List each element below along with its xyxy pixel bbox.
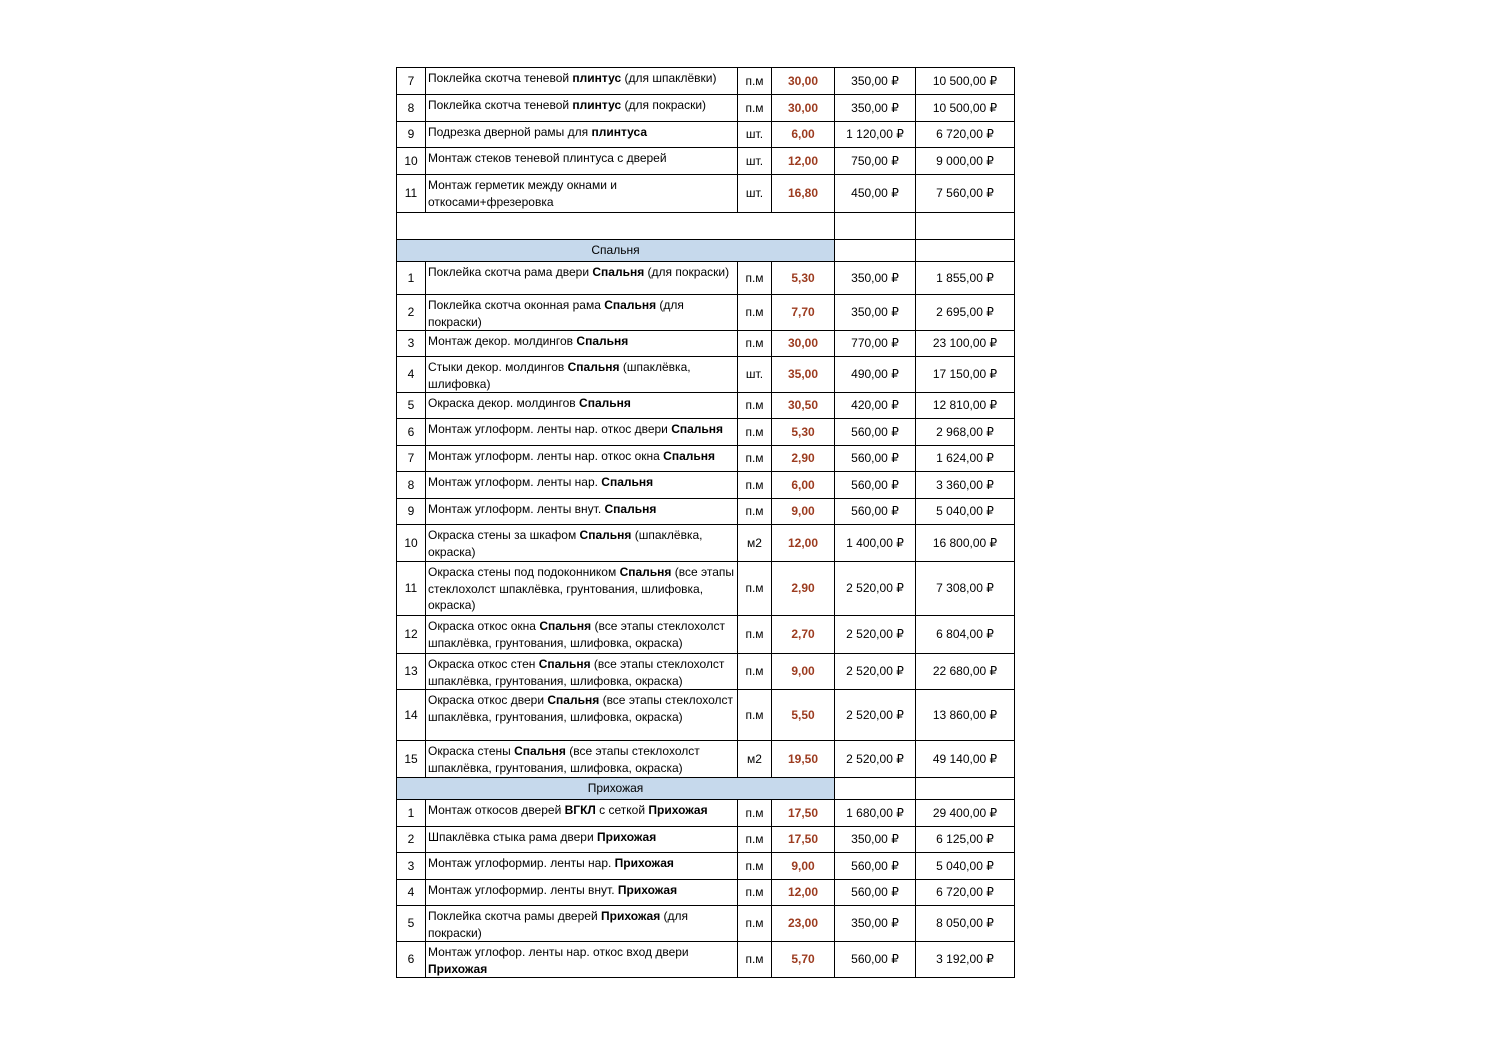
row-quantity: 30,00	[772, 95, 835, 122]
row-unit: шт.	[738, 357, 772, 393]
section-header-row	[397, 778, 1015, 800]
description-bold-part: Прихожая	[597, 830, 657, 844]
row-price: 560,00 ₽	[835, 880, 916, 906]
row-description	[426, 525, 738, 562]
row-number: 11	[397, 562, 426, 616]
description-bold-part: Прихожая	[601, 909, 661, 923]
row-unit: п.м	[738, 331, 772, 357]
description-bold-part: Спальня	[514, 744, 566, 758]
row-price: 1 680,00 ₽	[835, 800, 916, 827]
table-row	[397, 419, 1015, 446]
row-description	[426, 942, 738, 978]
description-bold-part: Спальня	[619, 565, 672, 579]
row-price: 350,00 ₽	[835, 68, 916, 95]
description-part: (все этапы стеклохолст шпаклёвка, грунтования, шлифовка, окраска)	[428, 619, 725, 650]
row-quantity: 30,00	[772, 331, 835, 357]
row-quantity: 30,50	[772, 393, 835, 419]
row-unit: п.м	[738, 95, 772, 122]
row-total: 17 150,00 ₽	[916, 357, 1015, 393]
description-part: (для шпаклёвки)	[621, 71, 717, 85]
row-number: 4	[397, 880, 426, 906]
row-unit: м2	[738, 525, 772, 562]
description-bold-part: Спальня	[576, 334, 629, 348]
row-price: 350,00 ₽	[835, 906, 916, 942]
row-unit: п.м	[738, 690, 772, 741]
blank-row	[397, 213, 1015, 240]
row-number: 6	[397, 942, 426, 978]
table-row	[397, 295, 1015, 331]
table-row	[397, 499, 1015, 525]
description-bold-part: Спальня	[579, 396, 631, 410]
section-empty-cell	[916, 240, 1015, 262]
row-description	[426, 393, 738, 419]
table-row	[397, 827, 1015, 853]
row-quantity: 16,80	[772, 175, 835, 213]
row-quantity: 7,70	[772, 295, 835, 331]
row-price: 2 520,00 ₽	[835, 616, 916, 654]
description-bold-part: Прихожая	[614, 856, 674, 870]
row-total: 5 040,00 ₽	[916, 499, 1015, 525]
row-number: 10	[397, 148, 426, 175]
row-description	[426, 690, 738, 741]
row-unit: п.м	[738, 800, 772, 827]
table-row	[397, 148, 1015, 175]
row-number: 8	[397, 472, 426, 499]
row-description	[426, 295, 738, 331]
row-price: 450,00 ₽	[835, 175, 916, 213]
table-row	[397, 95, 1015, 122]
table-row	[397, 942, 1015, 978]
row-total: 2 968,00 ₽	[916, 419, 1015, 446]
row-quantity: 5,30	[772, 419, 835, 446]
row-description	[426, 800, 738, 827]
table-row	[397, 616, 1015, 654]
description-bold-part: Спальня	[671, 422, 724, 436]
row-quantity: 12,00	[772, 880, 835, 906]
description-bold-part: Спальня	[538, 657, 591, 671]
row-number: 9	[397, 122, 426, 148]
row-price: 560,00 ₽	[835, 942, 916, 978]
row-price: 490,00 ₽	[835, 357, 916, 393]
description-part: Монтаж декор. молдингов	[428, 334, 577, 348]
row-total: 10 500,00 ₽	[916, 68, 1015, 95]
row-unit: м2	[738, 741, 772, 778]
row-price: 350,00 ₽	[835, 295, 916, 331]
description-part: с сеткой	[595, 803, 649, 817]
row-unit: п.м	[738, 942, 772, 978]
row-description	[426, 175, 738, 213]
row-price: 560,00 ₽	[835, 853, 916, 880]
description-part: Стыки декор. молдингов	[428, 360, 568, 374]
description-part: Окраска откос окна	[428, 619, 540, 633]
row-total: 9 000,00 ₽	[916, 148, 1015, 175]
row-description	[426, 419, 738, 446]
description-part: Монтаж стеков теневой плинтуса с дверей	[428, 151, 667, 165]
description-bold-part: Спальня	[592, 265, 645, 279]
description-part: Поклейка скотча рамы дверей	[428, 909, 601, 923]
row-quantity: 17,50	[772, 827, 835, 853]
description-bold-part: Спальня	[539, 619, 592, 633]
row-number: 11	[397, 175, 426, 213]
estimate-table-body	[397, 68, 1015, 978]
row-unit: п.м	[738, 499, 772, 525]
row-number: 2	[397, 295, 426, 331]
table-row	[397, 357, 1015, 393]
row-description	[426, 562, 738, 616]
description-bold-part: Прихожая	[617, 883, 678, 897]
description-part: Монтаж углоформ. ленты нар. откос окна	[428, 449, 664, 463]
description-part: Монтаж герметик между окнами и откосами+фрезеровка	[428, 178, 617, 209]
description-part: (все этапы стеклохолст шпаклёвка, грунтования, шлифовка, окраска)	[428, 744, 700, 775]
row-unit: п.м	[738, 446, 772, 472]
table-row	[397, 525, 1015, 562]
description-part: Подрезка дверной рамы для	[428, 125, 592, 139]
row-number: 2	[397, 827, 426, 853]
description-part: Окраска стены за шкафом	[428, 528, 580, 542]
description-bold-part: плинтус	[572, 71, 622, 85]
row-quantity: 17,50	[772, 800, 835, 827]
row-total: 1 624,00 ₽	[916, 446, 1015, 472]
description-part: Окраска откос двери	[428, 693, 548, 707]
row-unit: шт.	[738, 122, 772, 148]
description-part: Поклейка скотча теневой	[428, 98, 573, 112]
row-quantity: 9,00	[772, 853, 835, 880]
row-unit: п.м	[738, 853, 772, 880]
row-quantity: 6,00	[772, 122, 835, 148]
row-total: 29 400,00 ₽	[916, 800, 1015, 827]
row-number: 7	[397, 446, 426, 472]
description-part: Окраска стены под подоконником	[428, 565, 620, 579]
description-bold-part: Спальня	[663, 449, 715, 463]
row-quantity: 12,00	[772, 148, 835, 175]
row-description	[426, 148, 738, 175]
row-number: 5	[397, 906, 426, 942]
description-part: Окраска откос стен	[428, 657, 539, 671]
description-part: Монтаж откосов дверей	[428, 803, 565, 817]
row-quantity: 19,50	[772, 741, 835, 778]
row-unit: п.м	[738, 393, 772, 419]
row-description	[426, 499, 738, 525]
row-unit: п.м	[738, 472, 772, 499]
table-row	[397, 880, 1015, 906]
table-row	[397, 906, 1015, 942]
table-row	[397, 741, 1015, 778]
row-unit: п.м	[738, 654, 772, 690]
description-bold-part: Спальня	[567, 360, 620, 374]
row-quantity: 12,00	[772, 525, 835, 562]
table-row	[397, 472, 1015, 499]
row-total: 16 800,00 ₽	[916, 525, 1015, 562]
description-part: (все этапы стеклохолст шпаклёвка, грунтования, шлифовка, окраска)	[428, 565, 735, 612]
row-description	[426, 906, 738, 942]
row-price: 1 120,00 ₽	[835, 122, 916, 148]
row-total: 6 125,00 ₽	[916, 827, 1015, 853]
description-part: Монтаж углоформир. ленты внут.	[428, 883, 618, 897]
description-bold-part: Спальня	[579, 528, 632, 542]
row-unit: п.м	[738, 906, 772, 942]
row-description	[426, 880, 738, 906]
row-total: 6 804,00 ₽	[916, 616, 1015, 654]
description-part: Окраска стены	[428, 744, 515, 758]
description-part: Окраска декор. молдингов	[428, 396, 580, 410]
row-price: 1 400,00 ₽	[835, 525, 916, 562]
description-bold-part: плинтуса	[591, 125, 648, 139]
row-number: 1	[397, 262, 426, 295]
row-number: 4	[397, 357, 426, 393]
table-row	[397, 800, 1015, 827]
description-part: (для покраски)	[621, 98, 707, 112]
row-description	[426, 446, 738, 472]
row-unit: п.м	[738, 562, 772, 616]
row-description	[426, 262, 738, 295]
description-part: Поклейка скотча рама двери	[428, 265, 593, 279]
row-total: 23 100,00 ₽	[916, 331, 1015, 357]
row-number: 1	[397, 800, 426, 827]
description-bold-part: Прихожая	[648, 803, 708, 817]
row-number: 3	[397, 853, 426, 880]
description-bold-part: Прихожая	[428, 961, 488, 976]
blank-cell	[397, 213, 835, 240]
table-row	[397, 654, 1015, 690]
estimate-sheet	[396, 67, 1014, 978]
row-total: 3 192,00 ₽	[916, 942, 1015, 978]
description-part: (для покраски)	[428, 909, 689, 940]
description-part: (все этапы стеклохолст шпаклёвка, грунтования, шлифовка, окраска)	[428, 693, 734, 724]
row-description	[426, 472, 738, 499]
row-total: 12 810,00 ₽	[916, 393, 1015, 419]
row-price: 350,00 ₽	[835, 95, 916, 122]
row-total: 49 140,00 ₽	[916, 741, 1015, 778]
row-description	[426, 741, 738, 778]
row-quantity: 35,00	[772, 357, 835, 393]
row-price: 2 520,00 ₽	[835, 562, 916, 616]
row-unit: шт.	[738, 175, 772, 213]
row-unit: п.м	[738, 68, 772, 95]
row-description	[426, 616, 738, 654]
description-part: Монтаж углоформ. ленты внут.	[428, 502, 605, 516]
row-price: 350,00 ₽	[835, 262, 916, 295]
table-row	[397, 262, 1015, 295]
description-part: Поклейка скотча оконная рама	[428, 298, 605, 312]
row-price: 560,00 ₽	[835, 419, 916, 446]
row-number: 7	[397, 68, 426, 95]
estimate-table	[396, 67, 1015, 978]
row-unit: п.м	[738, 295, 772, 331]
table-row	[397, 122, 1015, 148]
row-quantity: 5,50	[772, 690, 835, 741]
row-total: 10 500,00 ₽	[916, 95, 1015, 122]
row-total: 7 308,00 ₽	[916, 562, 1015, 616]
description-bold-part: ВГКЛ	[564, 803, 596, 817]
row-number: 14	[397, 690, 426, 741]
row-price: 560,00 ₽	[835, 446, 916, 472]
row-unit: шт.	[738, 148, 772, 175]
row-price: 420,00 ₽	[835, 393, 916, 419]
section-empty-cell	[916, 778, 1015, 800]
section-title: Прихожая	[397, 778, 835, 800]
row-price: 750,00 ₽	[835, 148, 916, 175]
table-row	[397, 393, 1015, 419]
row-number: 6	[397, 419, 426, 446]
row-total: 13 860,00 ₽	[916, 690, 1015, 741]
row-price: 2 520,00 ₽	[835, 690, 916, 741]
row-number: 13	[397, 654, 426, 690]
row-description	[426, 122, 738, 148]
row-total: 5 040,00 ₽	[916, 853, 1015, 880]
row-quantity: 5,70	[772, 942, 835, 978]
row-quantity: 6,00	[772, 472, 835, 499]
description-bold-part: Спальня	[547, 693, 600, 707]
row-quantity: 5,30	[772, 262, 835, 295]
row-description	[426, 68, 738, 95]
row-total: 6 720,00 ₽	[916, 122, 1015, 148]
description-part: (шпаклёвка, окраска)	[428, 528, 703, 559]
row-total: 22 680,00 ₽	[916, 654, 1015, 690]
row-total: 8 050,00 ₽	[916, 906, 1015, 942]
row-unit: п.м	[738, 880, 772, 906]
description-bold-part: Спальня	[604, 298, 657, 312]
row-unit: п.м	[738, 827, 772, 853]
description-bold-part: плинтус	[572, 98, 622, 112]
row-description	[426, 827, 738, 853]
row-number: 8	[397, 95, 426, 122]
row-quantity: 9,00	[772, 654, 835, 690]
row-description	[426, 853, 738, 880]
row-number: 12	[397, 616, 426, 654]
row-unit: п.м	[738, 419, 772, 446]
table-row	[397, 175, 1015, 213]
row-unit: п.м	[738, 262, 772, 295]
description-part: Монтаж углоформ. ленты нар. откос двери	[428, 422, 672, 436]
row-price: 350,00 ₽	[835, 827, 916, 853]
row-number: 9	[397, 499, 426, 525]
row-price: 2 520,00 ₽	[835, 654, 916, 690]
row-description	[426, 331, 738, 357]
description-part: Монтаж углофор. ленты нар. откос вход двери	[428, 945, 689, 959]
table-row	[397, 331, 1015, 357]
description-bold-part: Спальня	[604, 502, 657, 516]
row-price: 770,00 ₽	[835, 331, 916, 357]
row-quantity: 2,90	[772, 446, 835, 472]
row-price: 560,00 ₽	[835, 499, 916, 525]
row-total: 2 695,00 ₽	[916, 295, 1015, 331]
description-part: Монтаж углоформир. ленты нар.	[428, 856, 615, 870]
row-price: 560,00 ₽	[835, 472, 916, 499]
blank-cell	[916, 213, 1015, 240]
blank-cell	[835, 213, 916, 240]
description-bold-part: Спальня	[601, 475, 654, 489]
row-number: 10	[397, 525, 426, 562]
description-part: Монтаж углоформ. ленты нар.	[428, 475, 602, 489]
row-quantity: 9,00	[772, 499, 835, 525]
table-row	[397, 68, 1015, 95]
row-number: 3	[397, 331, 426, 357]
section-empty-cell	[835, 778, 916, 800]
table-row	[397, 446, 1015, 472]
row-number: 15	[397, 741, 426, 778]
description-part: (все этапы стеклохолст шпаклёвка, грунтования, шлифовка, окраска)	[428, 657, 725, 688]
table-row	[397, 562, 1015, 616]
row-quantity: 2,90	[772, 562, 835, 616]
row-quantity: 30,00	[772, 68, 835, 95]
table-row	[397, 853, 1015, 880]
row-total: 7 560,00 ₽	[916, 175, 1015, 213]
row-total: 3 360,00 ₽	[916, 472, 1015, 499]
description-part: (для покраски)	[644, 265, 730, 279]
description-part: (для покраски)	[428, 298, 684, 329]
row-unit: п.м	[738, 616, 772, 654]
row-number: 5	[397, 393, 426, 419]
table-row	[397, 690, 1015, 741]
row-description	[426, 357, 738, 393]
description-part: Поклейка скотча теневой	[428, 71, 573, 85]
section-empty-cell	[835, 240, 916, 262]
section-header-row	[397, 240, 1015, 262]
row-description	[426, 95, 738, 122]
section-title: Спальня	[397, 240, 835, 262]
row-price: 2 520,00 ₽	[835, 741, 916, 778]
row-quantity: 2,70	[772, 616, 835, 654]
row-total: 1 855,00 ₽	[916, 262, 1015, 295]
row-description	[426, 654, 738, 690]
description-part: Шпаклёвка стыка рама двери	[428, 830, 598, 844]
row-total: 6 720,00 ₽	[916, 880, 1015, 906]
row-quantity: 23,00	[772, 906, 835, 942]
description-part: (шпаклёвка, шлифовка)	[428, 360, 691, 391]
